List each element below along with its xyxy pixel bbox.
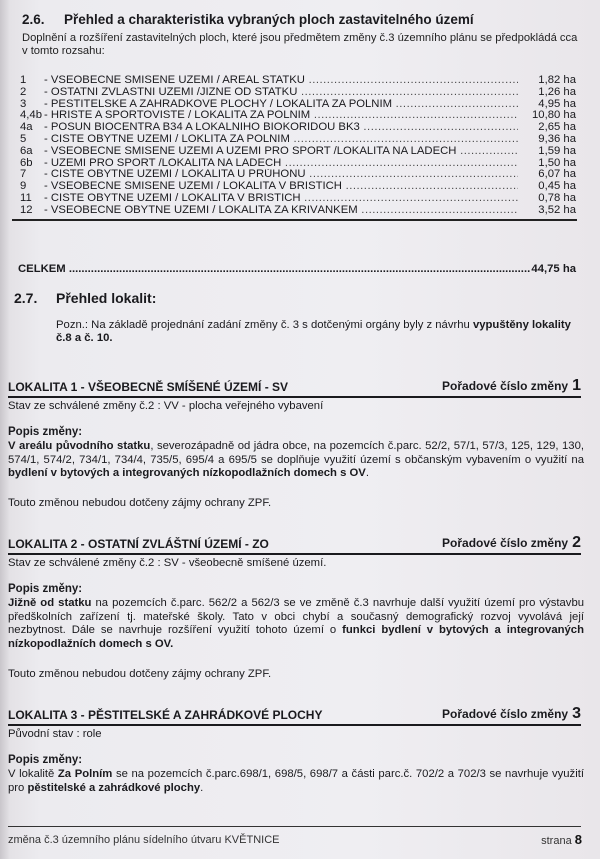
section-note [56, 319, 581, 345]
section-2-7-heading [14, 290, 156, 306]
popis-label: Popis změny: [8, 583, 83, 595]
popis-label: Popis změny: [8, 426, 83, 438]
zpf-statement: Touto změnou nebudou dotčeny zájmy ochrany ZPF. [8, 668, 272, 680]
area-list [18, 75, 576, 217]
item-label: - ČISTÉ OBYTNÉ ÚZEMÍ / LOKALITA V BŘIŠTÍCH ..... [44, 193, 518, 205]
item-label: - POSUN BIOCENTRA B34 A LOKÁLNÍHO BIOKORIDOU BK3 ..... [44, 122, 518, 134]
item-id: 7 [20, 168, 27, 181]
page-number: strana 8 [541, 832, 582, 847]
locality-description: Jižně od statku na pozemcích č.parc. 562/2 a 562/3 se ve změně č.3 navrhuje další využití území pro výstavbu předškolních zařízení tj. mateřské školy. Tato v obci chybí a současný demografický rozvoj vyvolává její nezbytnost. Dále se navrhuje rozšíření využití tohoto území o funkci bydlení v bytových a integrovaných nízkopodlažních domech s OV. [8, 597, 585, 650]
order-number: 3 [572, 705, 581, 722]
locality-1-header [8, 378, 581, 398]
item-id: 12 [20, 203, 33, 216]
item-value: 0,78 ha [538, 191, 576, 204]
item-id: 2 [20, 85, 27, 98]
item-value: 6,07 ha [538, 168, 576, 181]
item-id: 4a [20, 121, 33, 134]
locality-3-header [8, 706, 581, 726]
list-item [18, 75, 576, 87]
item-label: - ČISTÉ OBYTNÉ ÚZEMÍ / LOKLITA ZA POLNÍM ..... [44, 134, 518, 146]
locality-description: V lokalitě Za Polním se na pozemcích č.parc.698/1, 698/5, 698/7 a části parc.č. 702/2 a 702/3 se navrhuje využití pro pěstitelské a zahrádkové plochy. [8, 768, 584, 794]
locality-title: LOKALITA 1 - VŠEOBECNĚ SMÍŠENÉ ÚZEMÍ - SV [8, 380, 289, 394]
locality-title: LOKALITA 3 - PĚSTITELSKÉ A ZAHRÁDKOVÉ PLOCHY [8, 708, 323, 722]
item-id: 4,4b [20, 109, 42, 122]
list-item [18, 169, 576, 181]
item-label: - ČISTÉ OBYTNÉ ÚZEMÍ / LOKALITA U PRŮHONU ..... [44, 169, 518, 181]
item-id: 1 [20, 74, 27, 86]
list-item [18, 158, 576, 170]
order-number-label: Pořadové číslo změny 3 [442, 705, 581, 722]
section-title: Přehled a charakteristika vybraných ploch zastavitelného území [64, 12, 474, 27]
list-item [18, 181, 576, 193]
item-value: 2,65 ha [538, 121, 576, 134]
footer-title: změna č.3 územního plánu sídelního útvaru KVĚTNICE [8, 834, 280, 846]
list-item [18, 122, 576, 134]
item-value: 10,80 ha [532, 109, 576, 122]
list-item [18, 193, 576, 205]
order-number: 1 [572, 377, 581, 394]
list-item [18, 110, 576, 122]
item-label: - VŠEOBECNĚ OBYTNÉ ÚZEMÍ / LOKALITA ZA KŘIVÁNKEM ..... [44, 205, 518, 217]
total-label: CELKEM ..... [18, 263, 531, 275]
item-id: 6a [20, 144, 33, 157]
item-id: 9 [20, 180, 27, 193]
list-item [18, 146, 576, 158]
list-item [18, 134, 576, 146]
item-value: 1,50 ha [538, 156, 576, 169]
note-bold: vypuštěny lokality č.8 a č. 10. [56, 319, 571, 344]
total-value: 44,75 ha [531, 263, 576, 275]
order-number-label: Pořadové číslo změny 1 [442, 377, 581, 394]
item-label: - HŘIŠTĚ A SPORTOVIŠTĚ / LOKALITA ZA POLNÍM ..... [44, 110, 518, 122]
locality-2-header [8, 535, 581, 555]
locality-state: Stav ze schválené změny č.2 : SV - všeobecně smíšené území. [8, 557, 327, 569]
item-id: 3 [20, 97, 27, 110]
zpf-statement: Touto změnou nebudou dotčeny zájmy ochrany ZPF. [8, 497, 272, 509]
section-number: 2.6. [22, 12, 45, 27]
section-intro: Doplnění a rozšíření zastavitelných ploch, které jsou předmětem změny č.3 územního plánu se předpokládá cca v tomto rozsahu: [22, 32, 578, 57]
list-item [18, 87, 576, 99]
item-value: 3,52 ha [538, 203, 576, 216]
item-label: - ÚZEMÍ PRO SPORT /LOKALITA NA LADECH ..... [44, 158, 518, 170]
item-value: 9,36 ha [538, 132, 576, 145]
item-value: 0,45 ha [538, 180, 576, 193]
locality-description: V areálu původního statku, severozápadně od jádra obce, na pozemcích č.parc. 52/2, 57/1, 57/3, 125, 129, 130, 574/1, 574/2, 734/1, 734/4, 735/5, 695/4 a 695/5 se doplňuje využití území s občanským vybavením o využití na bydlení v bytových a integrovaných nízkopodlažních domech s OV. [8, 440, 584, 479]
section-2-6-heading [22, 12, 474, 27]
list-item [18, 205, 576, 217]
item-label: - VŠEOBECNĚ SMÍŠENÉ ÚZEMÍ / AREÁL STATKU ..... [44, 75, 518, 87]
locality-title: LOKALITA 2 - OSTATNÍ ZVLÁŠTNÍ ÚZEMÍ - ZO [8, 537, 269, 551]
note-text: Pozn.: Na základě projednání zadání změny č. 3 s dotčenými orgány byly z návrhu [56, 319, 470, 331]
order-number-label: Pořadové číslo změny 2 [442, 534, 581, 551]
list-item [18, 99, 576, 111]
section-number: 2.7. [14, 290, 38, 306]
popis-label: Popis změny: [8, 754, 83, 766]
total-row [18, 263, 576, 275]
footer-divider [8, 826, 581, 827]
item-label: - OSTATNÍ ZVLÁŠTNÍ ÚZEMÍ /JIŽNĚ OD STATKU ..... [44, 87, 518, 99]
item-id: 11 [20, 191, 32, 204]
section-title: Přehled lokalit: [56, 290, 157, 306]
item-value: 1,82 ha [538, 74, 576, 86]
item-label: - VŠEOBECNĚ SMÍŠENÉ ÚZEMÍ / LOKALITA V BŘIŠTÍCH ..... [44, 181, 518, 193]
item-id: 6b [20, 156, 33, 169]
locality-state: Stav ze schválené změny č.2 : VV - plocha veřejného vybavení [8, 400, 324, 412]
item-value: 4,95 ha [538, 97, 576, 110]
item-id: 5 [20, 132, 27, 145]
list-divider [12, 219, 577, 221]
item-value: 1,59 ha [538, 144, 576, 157]
item-value: 1,26 ha [538, 85, 576, 98]
item-label: - PĚSTITELSKÉ A ZAHRÁDKOVÉ PLOCHY / LOKALITA ZA POLNÍM ..... [44, 99, 518, 111]
order-number: 2 [572, 534, 581, 551]
item-label: - VŠEOBECNĚ SMÍŠENÉ ÚZEMÍ A ÚZEMÍ PRO SPORT /LOKALITA NA LADECH ..... [44, 146, 518, 158]
locality-state: Původní stav : role [8, 728, 102, 740]
